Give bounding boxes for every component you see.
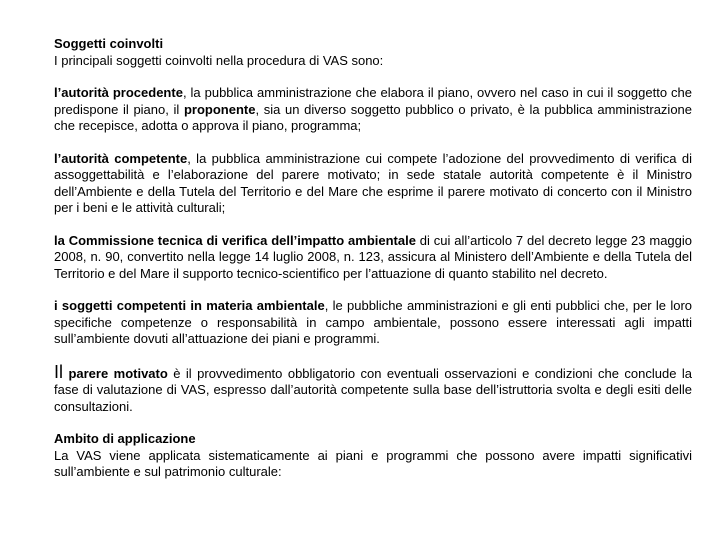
term-soggetti-competenti: i soggetti competenti in materia ambientale	[54, 298, 325, 313]
intro-text: I principali soggetti coinvolti nella procedura di VAS sono:	[54, 52, 384, 68]
ambito-text: La VAS viene applicata sistematicamente ai piani e programmi che possono avere impatti significativi sull’ambiente e sul patrimonio culturale:	[54, 447, 692, 479]
section-heading: Ambito di applicazione	[54, 431, 196, 446]
term-autorita-procedente: l’autorità procedente	[54, 85, 183, 100]
paragraph-text: , le pubbliche amministrazioni e gli enti pubblici che, per le loro specifiche competenze o responsabilità in campo ambientale, possono essere interessati agli impatti sull’ambiente dovuti all’attuazione dei piani e programmi.	[54, 298, 693, 346]
section-ambito-applicazione	[54, 431, 692, 481]
paragraph-text: , la pubblica amministrazione cui compete l’adozione del provvedimento di verifica di assoggettabilità e l’elaborazione del parere motivato; in sede statale autorità competente è il Ministro dell’Ambiente e della Tutela del Territorio e del Mare che esprime il parere motivato di concerto con il Ministro per i beni e le attività culturali;	[54, 150, 692, 215]
document-body	[54, 36, 692, 497]
paragraph-autorita-competente	[54, 151, 692, 217]
paragraph-parere-motivato	[54, 361, 692, 416]
paragraph-text: , la pubblica amministrazione che elabora il piano, ovvero nel caso in cui il soggetto che predispone il piano, il	[54, 85, 692, 117]
term-proponente: proponente	[183, 101, 256, 117]
section-soggetti-coinvolti	[54, 36, 692, 69]
paragraph-soggetti-competenti	[54, 298, 692, 348]
paragraph-text: di cui all’articolo 7 del decreto legge 23 maggio 2008, n. 90, convertito nella legge 14 luglio 2008, n. 123, assicura al Ministero dell’Ambiente e della Tutela del Territorio e del Mare il supporto tecnico-scientifico per l’attuazione di quanto stabilito nel decreto.	[54, 232, 692, 281]
term-autorita-competente: l’autorità competente	[54, 150, 188, 166]
paragraph-commissione-tecnica	[54, 233, 692, 283]
term-commissione-tecnica: la Commissione tecnica di verifica dell’impatto ambientale	[54, 232, 416, 248]
lead-word: Il	[54, 361, 63, 382]
paragraph-text: è il provvedimento obbligatorio con eventuali osservazioni e condizioni che conclude la fase di valutazione di VAS, espresso dall’autorità competente sulla base dell’istruttoria svolta e degli esiti delle consultazioni.	[54, 365, 692, 414]
section-heading: Soggetti coinvolti	[54, 36, 164, 51]
term-parere-motivato: parere motivato	[68, 365, 168, 381]
paragraph-text: , sia un diverso soggetto pubblico o privato, è la pubblica amministrazione che recepisce, adotta o approva il piano, programma;	[54, 101, 693, 133]
paragraph-autorita-procedente	[54, 85, 692, 135]
